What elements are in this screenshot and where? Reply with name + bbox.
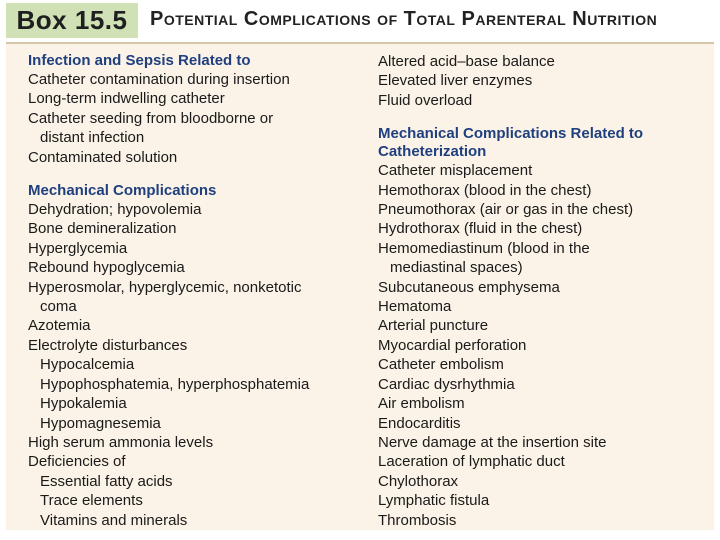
list-item: Chylothorax: [378, 472, 459, 490]
list-item: Thrombosis: [378, 511, 457, 529]
list-item: Catheter embolism: [378, 356, 504, 374]
list-item: Hematoma: [378, 298, 452, 316]
list-item: Dehydration; hypovolemia: [28, 201, 202, 219]
section-heading-mechanical: Mechanical Complications: [28, 182, 217, 200]
list-item: Hypocalcemia: [40, 356, 135, 374]
list-item: Long-term indwelling catheter: [28, 90, 225, 108]
list-item: Electrolyte disturbances: [28, 336, 188, 354]
content-panel: [6, 42, 714, 530]
list-item: Essential fatty acids: [40, 472, 173, 490]
list-item: Catheter seeding from bloodborne or: [28, 109, 274, 127]
list-item: Deficiencies of: [28, 453, 126, 471]
list-item: High serum ammonia levels: [28, 433, 214, 451]
list-item: Altered acid–base balance: [378, 53, 555, 70]
list-item: Subcutaneous emphysema: [378, 278, 560, 296]
section-heading-catheterization-cont: Catheterization: [378, 143, 487, 161]
list-item: Hypokalemia: [40, 395, 127, 413]
left-column: [28, 52, 358, 530]
list-item: Catheter contamination during insertion: [28, 71, 290, 88]
box-number-text: Box 15.5: [16, 5, 128, 35]
list-item: Myocardial perforation: [378, 336, 527, 354]
box-title: Potential Complications of Total Parenteral Nutrition: [150, 8, 658, 30]
list-item: Hydrothorax (fluid in the chest): [378, 220, 583, 238]
list-item: Fluid overload: [378, 91, 473, 109]
list-item: Hypophosphatemia, hyperphosphatemia: [40, 375, 310, 393]
list-item: Endocarditis: [378, 414, 461, 432]
list-item: Nerve damage at the insertion site: [378, 433, 607, 451]
section-heading-catheterization: Mechanical Complications Related to: [378, 125, 644, 143]
list-item: Air embolism: [378, 395, 465, 413]
list-item: Cardiac dysrhythmia: [378, 375, 515, 393]
list-item: coma: [40, 298, 77, 316]
list-item: Trace elements: [40, 492, 143, 510]
list-item: Rebound hypoglycemia: [28, 259, 185, 277]
box-header: [0, 0, 720, 40]
list-item: Pneumothorax (air or gas in the chest): [378, 201, 634, 219]
list-item: Hypomagnesemia: [40, 414, 161, 432]
section-heading-infection: Infection and Sepsis Related to: [28, 52, 251, 69]
list-item: mediastinal spaces): [390, 259, 523, 277]
right-column: [378, 52, 708, 530]
list-item: Vitamins and minerals: [40, 511, 188, 529]
list-item: Hyperglycemia: [28, 239, 128, 257]
box-number-label: [6, 3, 138, 38]
list-item: Hemomediastinum (blood in the: [378, 239, 590, 257]
list-item: Elevated liver enzymes: [378, 72, 533, 90]
list-item: distant infection: [40, 129, 145, 147]
list-item: Lymphatic fistula: [378, 492, 490, 510]
list-item: Laceration of lymphatic duct: [378, 453, 565, 471]
list-item: Catheter misplacement: [378, 162, 533, 180]
list-item: Bone demineralization: [28, 220, 177, 238]
list-item: Contaminated solution: [28, 148, 178, 166]
list-item: Hyperosmolar, hyperglycemic, nonketotic: [28, 278, 302, 296]
list-item: Azotemia: [28, 317, 91, 335]
list-item: Hemothorax (blood in the chest): [378, 181, 592, 199]
list-item: Arterial puncture: [378, 317, 489, 335]
